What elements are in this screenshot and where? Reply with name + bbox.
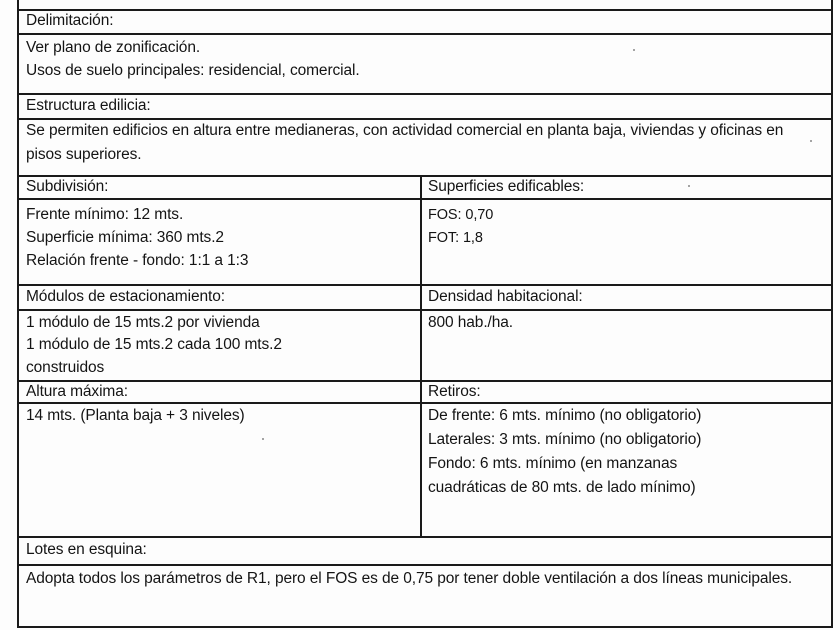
altura-line: 14 mts. (Planta baja + 3 niveles): [26, 407, 245, 424]
subdivision-line: Superficie mínima: 360 mts.2: [26, 229, 224, 246]
altura-heading: Altura máxima:: [26, 383, 128, 400]
estructura-body: Se permiten edificios en altura entre medianeras, con actividad comercial en planta baja, viviendas y oficinas en pisos superiores.: [26, 122, 784, 163]
scan-speck: [688, 185, 690, 187]
estacionamiento-line: 1 módulo de 15 mts.2 cada 100 mts.2: [26, 336, 282, 353]
estacionamiento-line: 1 módulo de 15 mts.2 por vivienda: [26, 314, 260, 331]
delimitacion-line: Ver plano de zonificación.: [26, 39, 201, 56]
row-divider: [17, 9, 833, 11]
superficies-line: FOT: 1,8: [428, 230, 483, 246]
retiros-line: Laterales: 3 mts. mínimo (no obligatorio): [428, 431, 702, 448]
row-divider: [17, 198, 833, 200]
retiros-line: cuadráticas de 80 mts. de lado mínimo): [428, 479, 696, 496]
row-divider: [17, 402, 833, 404]
esquina-body: Adopta todos los parámetros de R1, pero el FOS es de 0,75 por tener doble ventilación a dos líneas municipales.: [26, 570, 793, 587]
delimitacion-line: Usos de suelo principales: residencial, comercial.: [26, 62, 360, 79]
scan-speck: [810, 140, 812, 142]
retiros-heading: Retiros:: [428, 383, 481, 400]
superficies-line: FOS: 0,70: [428, 207, 494, 223]
scan-speck: [262, 438, 264, 440]
column-divider: [420, 175, 422, 536]
superficies-heading: Superficies edificables:: [428, 178, 585, 195]
densidad-heading: Densidad habitacional:: [428, 288, 583, 305]
row-divider: [17, 380, 833, 382]
subdivision-line: Frente mínimo: 12 mts.: [26, 206, 184, 223]
densidad-line: 800 hab./ha.: [428, 314, 513, 331]
esquina-heading: Lotes en esquina:: [26, 541, 147, 558]
estructura-heading: Estructura edilicia:: [26, 97, 151, 114]
retiros-line: Fondo: 6 mts. mínimo (en manzanas: [428, 455, 678, 472]
row-divider: [17, 309, 833, 311]
delimitacion-heading: Delimitación:: [26, 12, 114, 29]
row-divider: [17, 536, 833, 538]
retiros-line: De frente: 6 mts. mínimo (no obligatorio): [428, 407, 702, 424]
scan-speck: [633, 49, 635, 51]
row-divider: [17, 175, 833, 177]
estacionamiento-line: construidos: [26, 359, 105, 376]
estacionamiento-heading: Módulos de estacionamiento:: [26, 288, 225, 305]
subdivision-line: Relación frente - fondo: 1:1 a 1:3: [26, 252, 249, 269]
subdivision-heading: Subdivisión:: [26, 178, 109, 195]
row-divider: [17, 33, 833, 35]
